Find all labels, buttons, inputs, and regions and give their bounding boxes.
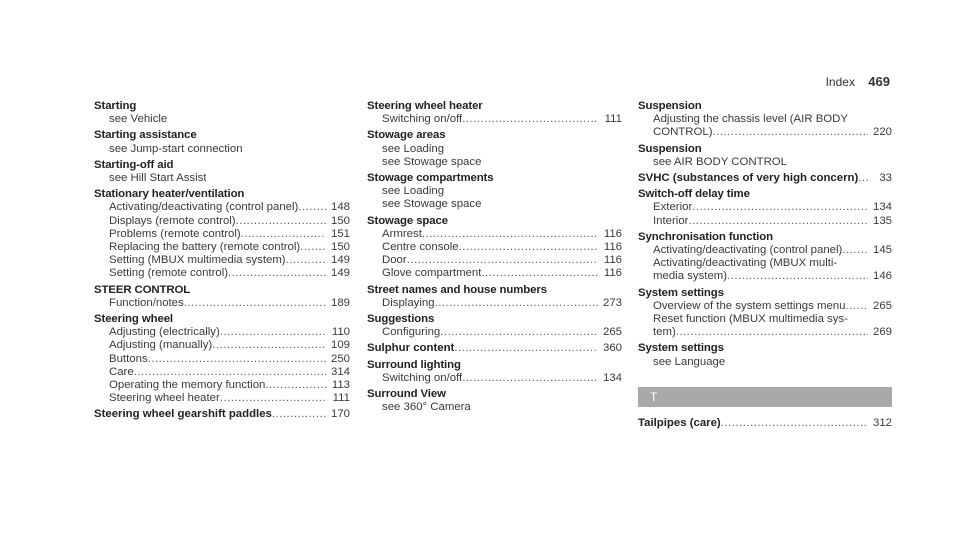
page-ref[interactable]: 134	[602, 371, 622, 384]
page-header	[826, 74, 890, 89]
index-subentry[interactable]	[94, 339, 350, 352]
index-term: Synchronisation function	[638, 230, 773, 243]
index-term: Stowage space	[367, 214, 448, 227]
index-term: Tailpipes (care)	[638, 416, 721, 429]
page-ref[interactable]: 109	[330, 339, 350, 352]
page-ref[interactable]: 113	[331, 379, 350, 392]
subentry-text: see Loading	[382, 142, 445, 155]
index-entry	[367, 388, 622, 414]
dot-leader	[298, 201, 326, 214]
subentry-text: see 360° Camera	[382, 401, 471, 414]
index-subentry	[367, 143, 622, 156]
page-ref[interactable]: 312	[872, 416, 892, 429]
page-ref[interactable]: 150	[330, 241, 350, 254]
index-term: Steering wheel heater	[367, 100, 483, 112]
subentry-text: Glove compartment	[382, 267, 482, 280]
index-term: Sulphur content	[367, 342, 455, 355]
subentry-text: see Loading	[382, 185, 445, 198]
index-term: STEER CONTROL	[94, 283, 191, 296]
index-subentry[interactable]	[638, 126, 892, 139]
section-label: Index	[825, 75, 855, 89]
index-subentry[interactable]	[367, 372, 622, 385]
index-term: Suggestions	[367, 313, 435, 326]
subentry-text: Care	[109, 365, 134, 378]
index-subentry[interactable]	[94, 201, 350, 214]
index-term: Starting	[94, 100, 137, 112]
dot-leader	[265, 379, 326, 392]
page-ref[interactable]: 145	[872, 244, 892, 257]
page-ref[interactable]: 116	[603, 254, 622, 267]
page-ref[interactable]: 149	[330, 267, 350, 280]
index-entry	[367, 100, 622, 126]
subentry-text: Steering wheel heater	[109, 392, 220, 405]
subentry-text: Switching on/off	[382, 371, 463, 384]
index-entry	[94, 188, 350, 280]
index-subentry[interactable]	[638, 300, 892, 313]
dot-leader	[220, 326, 326, 339]
index-entry	[367, 284, 622, 310]
section-letter-bar	[638, 387, 892, 407]
page-ref[interactable]: 134	[872, 201, 892, 214]
index-subentry[interactable]	[94, 254, 350, 267]
index-entry	[367, 129, 622, 169]
page-ref[interactable]: 269	[872, 326, 892, 339]
page-ref[interactable]: 189	[330, 296, 350, 309]
index-entry	[638, 100, 892, 140]
dot-leader	[435, 297, 598, 310]
page-number: 469	[868, 74, 890, 89]
index-term: Steering wheel	[94, 313, 173, 326]
subentry-text: Adjusting (electrically)	[109, 326, 220, 339]
page-ref[interactable]: 150	[330, 214, 350, 227]
dot-leader	[440, 326, 598, 339]
index-term: Street names and house numbers	[367, 283, 547, 296]
dot-leader	[462, 372, 598, 385]
dot-leader	[454, 342, 598, 355]
index-column-3-entries	[638, 100, 892, 369]
page-ref[interactable]: 220	[872, 126, 892, 139]
dot-leader	[688, 215, 868, 228]
subentry-text: Displays (remote control)	[109, 214, 236, 227]
dot-leader	[272, 408, 326, 421]
subentry-text: see Hill Start Assist	[109, 172, 207, 185]
page-ref[interactable]: 273	[602, 296, 622, 309]
subentry-text: Replacing the battery (remote control)	[109, 241, 301, 254]
index-entry	[367, 359, 622, 385]
index-term: SVHC (substances of very high concern)	[638, 172, 859, 185]
dot-leader	[462, 113, 598, 126]
index-entry	[638, 188, 892, 228]
index-subentry[interactable]	[94, 215, 350, 228]
page-ref[interactable]: 116	[603, 267, 622, 280]
index-term-line[interactable]	[638, 417, 892, 430]
page-ref[interactable]: 135	[872, 214, 892, 227]
subentry-text: see Vehicle	[109, 113, 168, 126]
subentry-text: see Language	[653, 355, 726, 368]
page-ref[interactable]: 170	[330, 408, 350, 421]
subentry-text: Adjusting the chassis level (AIR BODY	[653, 113, 848, 126]
index-entry	[94, 100, 350, 126]
index-entry	[367, 215, 622, 281]
dot-leader	[286, 254, 326, 267]
dot-leader	[300, 241, 326, 254]
index-term: Suspension	[638, 100, 702, 112]
index-term: Surround lighting	[367, 358, 461, 371]
page-ref[interactable]: 149	[330, 254, 350, 267]
index-term: Surround View	[367, 388, 446, 401]
index-column-2	[367, 100, 622, 417]
index-subentry[interactable]	[638, 326, 892, 339]
index-subentry[interactable]	[94, 379, 350, 392]
dot-leader	[692, 201, 868, 214]
subentry-text: Activating/deactivating (control panel)	[109, 201, 299, 214]
dot-leader	[459, 241, 598, 254]
index-subentry	[94, 172, 350, 185]
dot-leader	[212, 339, 326, 352]
index-subentry[interactable]	[94, 267, 350, 280]
index-entry	[94, 129, 350, 155]
dot-leader	[721, 417, 868, 430]
page-ref[interactable]: 146	[872, 270, 892, 283]
subentry-text: see Stowage space	[382, 198, 482, 211]
subentry-text: Activating/deactivating (control panel)	[653, 244, 843, 257]
index-subentry[interactable]	[367, 113, 622, 126]
subentry-text: Interior	[653, 214, 689, 227]
dot-leader	[845, 300, 868, 313]
page-ref[interactable]: 111	[332, 392, 350, 405]
index-subentry[interactable]	[638, 270, 892, 283]
subentry-text: Configuring	[382, 326, 441, 339]
index-subentry[interactable]	[367, 326, 622, 339]
index-term: Suspension	[638, 142, 702, 155]
index-entry	[367, 172, 622, 212]
page-ref[interactable]: 110	[331, 326, 350, 339]
subentry-text: see Jump-start connection	[109, 142, 243, 155]
dot-leader	[712, 126, 868, 139]
index-subentry	[367, 185, 622, 198]
page-ref[interactable]: 151	[330, 227, 350, 240]
index-subentry[interactable]	[94, 353, 350, 366]
page-ref[interactable]: 360	[602, 342, 622, 355]
index-subentry	[94, 113, 350, 126]
dot-leader	[481, 267, 598, 280]
section-letter: T	[650, 389, 658, 404]
index-subentry	[367, 401, 622, 414]
dot-leader	[858, 172, 868, 185]
index-entry	[638, 172, 892, 185]
page-ref[interactable]: 250	[330, 352, 350, 365]
index-entry	[638, 143, 892, 169]
subentry-text: Door	[382, 254, 407, 267]
index-term: Steering wheel gearshift paddles	[94, 408, 272, 421]
index-subentry[interactable]	[94, 392, 350, 405]
dot-leader	[842, 244, 868, 257]
index-term: System settings	[638, 342, 724, 355]
index-column-3	[638, 100, 892, 433]
index-entry	[638, 287, 892, 340]
subentry-text: Activating/deactivating (MBUX multi-	[653, 257, 838, 270]
index-term-line[interactable]	[638, 172, 892, 185]
index-term: Stationary heater/ventilation	[94, 188, 245, 201]
index-entry	[367, 313, 622, 339]
subentry-text: Setting (remote control)	[109, 267, 229, 280]
subentry-text: Buttons	[109, 352, 148, 365]
index-entry	[94, 159, 350, 185]
subentry-text: tem)	[653, 326, 676, 339]
subentry-text: see Stowage space	[382, 155, 482, 168]
page-ref[interactable]: 314	[330, 365, 350, 378]
dot-leader	[220, 392, 326, 405]
index-entry	[367, 342, 622, 355]
index-term-line[interactable]	[367, 342, 622, 355]
index-subentry[interactable]	[367, 297, 622, 310]
page-ref[interactable]: 116	[603, 241, 622, 254]
dot-leader	[727, 270, 868, 283]
page-ref[interactable]: 116	[603, 227, 622, 240]
subentry-text: Adjusting (manually)	[109, 339, 213, 352]
index-entry	[94, 313, 350, 405]
index-column-1	[94, 100, 350, 425]
page-ref[interactable]: 111	[604, 113, 622, 126]
index-subentry[interactable]	[94, 297, 350, 310]
subentry-text: Problems (remote control)	[109, 227, 241, 240]
index-term: Stowage areas	[367, 129, 446, 142]
dot-leader	[241, 228, 326, 241]
index-subentry[interactable]	[94, 241, 350, 254]
subentry-text: CONTROL)	[653, 126, 713, 139]
subentry-text: Reset function (MBUX multimedia sys-	[653, 313, 848, 326]
dot-leader	[407, 254, 598, 267]
subentry-text: see AIR BODY CONTROL	[653, 155, 787, 168]
dot-leader	[236, 215, 326, 228]
index-term: Switch-off delay time	[638, 188, 750, 201]
subentry-text: Overview of the system settings menu	[653, 299, 846, 312]
page-ref[interactable]: 148	[330, 201, 350, 214]
index-subentry	[94, 143, 350, 156]
index-subentry[interactable]	[94, 326, 350, 339]
index-column-3-t-entries	[638, 417, 892, 430]
index-subentry[interactable]	[94, 366, 350, 379]
index-subentry[interactable]	[638, 244, 892, 257]
index-term: System settings	[638, 286, 724, 299]
index-term-line[interactable]	[94, 408, 350, 421]
index-subentry[interactable]	[367, 241, 622, 254]
index-subentry[interactable]	[367, 254, 622, 267]
index-subentry	[367, 198, 622, 211]
dot-leader	[676, 326, 868, 339]
page-ref[interactable]: 265	[872, 299, 892, 312]
index-subentry	[638, 313, 892, 326]
index-subentry	[638, 113, 892, 126]
dot-leader	[228, 267, 326, 280]
dot-leader	[422, 228, 598, 241]
index-subentry	[638, 356, 892, 369]
subentry-text: Exterior	[653, 201, 693, 214]
index-subentry	[638, 156, 892, 169]
index-entry	[638, 342, 892, 368]
index-entry	[94, 408, 350, 421]
subentry-text: Operating the memory function	[109, 379, 266, 392]
index-subentry[interactable]	[367, 267, 622, 280]
index-term: Stowage compartments	[367, 172, 494, 185]
index-entry	[638, 231, 892, 284]
subentry-text: Armrest	[382, 227, 422, 240]
dot-leader	[134, 366, 326, 379]
page-ref[interactable]: 33	[879, 172, 892, 185]
subentry-text: Function/notes	[109, 296, 184, 309]
index-subentry[interactable]	[94, 228, 350, 241]
index-subentry[interactable]	[367, 228, 622, 241]
index-term: Starting-off aid	[94, 158, 174, 171]
index-subentry[interactable]	[638, 201, 892, 214]
index-term: Starting assistance	[94, 129, 197, 142]
subentry-text: Setting (MBUX multimedia system)	[109, 254, 286, 267]
index-subentry[interactable]	[638, 215, 892, 228]
subentry-text: Displaying	[382, 296, 435, 309]
subentry-text: Centre console	[382, 241, 459, 254]
subentry-text: Switching on/off	[382, 113, 463, 126]
index-subentry	[367, 156, 622, 169]
index-entry	[638, 417, 892, 430]
page-ref[interactable]: 265	[602, 326, 622, 339]
subentry-text: media system)	[653, 270, 728, 283]
dot-leader	[184, 297, 326, 310]
index-subentry	[638, 257, 892, 270]
dot-leader	[148, 353, 326, 366]
index-entry	[94, 284, 350, 310]
